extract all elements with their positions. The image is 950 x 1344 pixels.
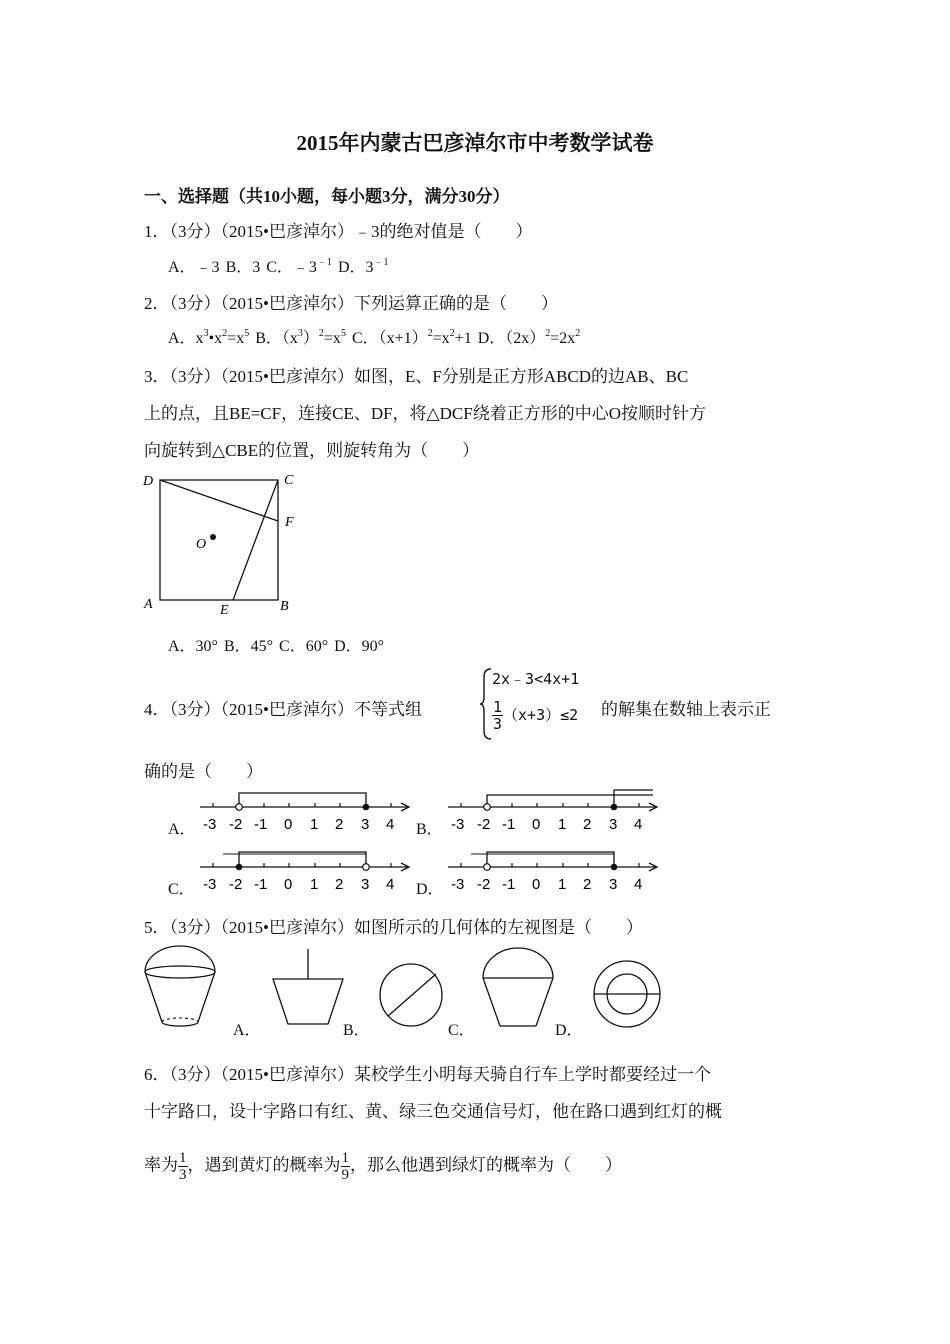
svg-text:3: 3 <box>609 876 618 893</box>
q4-option-a-label: A． <box>168 821 196 838</box>
svg-text:2: 2 <box>335 876 344 893</box>
question-5-stem: 5．（3分）（2015•巴彦淖尔）如图所示的几何体的左视图是（ ） <box>144 918 643 937</box>
square-abcd <box>160 480 278 600</box>
solution-bracket <box>239 793 366 803</box>
q3-option-d: D．90° <box>334 638 385 655</box>
q2-option-b: B．$(x^3)^2=x^5$ <box>255 328 346 347</box>
svg-text:-2: -2 <box>477 816 491 833</box>
q5-option-c-figure <box>478 946 558 1032</box>
q5-option-b-label: B． <box>343 1022 370 1039</box>
closed-endpoint <box>611 804 618 811</box>
q4-option-c-label: C． <box>168 881 195 898</box>
segment-ce <box>233 480 278 600</box>
svg-text:1: 1 <box>310 816 319 833</box>
svg-text:1: 1 <box>558 816 567 833</box>
question-6-line-2: 十字路口，设十字路口有红、黄、绿三色交通信号灯，他在路口遇到红灯的概 <box>144 1102 722 1121</box>
q1-option-b: B．3 <box>225 259 261 276</box>
open-endpoint <box>484 864 491 871</box>
closed-endpoint <box>236 864 243 871</box>
number-line-c <box>195 846 415 896</box>
q2-option-d: D．$(2x)^2=2x^2$ <box>477 328 581 347</box>
svg-text:-2: -2 <box>229 876 243 893</box>
svg-text:-1: -1 <box>502 876 516 893</box>
q3-option-a: A．30° <box>168 638 218 655</box>
svg-text:1: 1 <box>558 876 567 893</box>
svg-text:-3: -3 <box>451 816 465 833</box>
open-endpoint <box>484 804 491 811</box>
q1-option-d: D．$3^{﹣1}$ <box>337 257 389 276</box>
svg-text:0: 0 <box>284 816 293 833</box>
question-6-line-1: 6．（3分）（2015•巴彦淖尔）某校学生小明每天骑自行车上学时都要经过一个 <box>144 1065 711 1084</box>
square-rotation-figure <box>140 468 310 618</box>
svg-text:2: 2 <box>335 816 344 833</box>
question-4-stem-pre: 4．（3分）（2015•巴彦淖尔）不等式组 <box>144 700 422 719</box>
segment-df <box>160 480 278 521</box>
svg-text:0: 0 <box>284 876 293 893</box>
svg-text:-3: -3 <box>203 816 217 833</box>
question-3-options <box>168 633 384 656</box>
svg-text:-2: -2 <box>229 816 243 833</box>
q1-option-c: C．$﹣3^{﹣1}$ <box>266 257 332 276</box>
svg-text:2: 2 <box>583 876 592 893</box>
q2-option-c: C．$(x+1)^2=x^2+1$ <box>351 328 472 347</box>
svg-text:0: 0 <box>532 876 541 893</box>
label-b: B <box>280 599 289 614</box>
q5-option-d-label: D． <box>555 1022 583 1039</box>
system-line-1: 2x﹣3<4x+1 <box>492 670 580 688</box>
svg-text:3: 3 <box>361 876 370 893</box>
q3-option-b: B．45° <box>223 638 274 655</box>
system-line-2: $\frac{1}{3}$ （x+3）≤2 <box>493 698 579 733</box>
q5-option-b-figure <box>376 960 446 1030</box>
svg-text:-1: -1 <box>254 816 268 833</box>
open-endpoint <box>363 864 370 871</box>
open-endpoint <box>236 804 243 811</box>
svg-text:-3: -3 <box>451 876 465 893</box>
system-brace <box>479 667 493 741</box>
q4-option-d-label: D． <box>416 881 444 898</box>
number-line-a <box>195 786 415 836</box>
label-c: C <box>284 473 294 488</box>
q5-option-a-label: A． <box>233 1022 261 1039</box>
q4-option-b-label: B． <box>416 821 443 838</box>
probability-red-fraction: $\frac{1}{3}$ <box>179 1150 187 1183</box>
label-e: E <box>220 603 229 618</box>
closed-endpoint <box>363 804 370 811</box>
q2-option-a: A．$x^3•x^2=x^5$ <box>168 328 250 347</box>
q3-option-c: C．60° <box>279 638 329 655</box>
ray-right <box>487 795 653 803</box>
q5-option-c-label: C． <box>448 1022 475 1039</box>
svg-text:0: 0 <box>532 816 541 833</box>
probability-yellow-fraction: $\frac{1}{9}$ <box>341 1150 349 1183</box>
question-4-stem-post: 的解集在数轴上表示正 <box>601 700 771 719</box>
q5-option-d-figure <box>590 957 664 1031</box>
question-3-line-2: 上的点，且BE=CF，连接CE、DF，将△DCF绕着正方形的中心O按顺时针方 <box>144 404 706 423</box>
system-fraction: $\frac{1}{3}$ <box>493 698 503 733</box>
q1-option-a: A．﹣3 <box>168 259 220 276</box>
question-1-stem: 1．（3分）（2015•巴彦淖尔）﹣3的绝对值是（ ） <box>144 222 533 241</box>
svg-text:-1: -1 <box>254 876 268 893</box>
svg-text:4: 4 <box>386 876 395 893</box>
number-line-b <box>443 786 663 836</box>
svg-text:3: 3 <box>609 816 618 833</box>
question-6-line-3: 率为 $\frac{1}{3}$ ，遇到黄灯的概率为 $\frac{1}{9}$ ，那么他遇到绿灯的概率为（ ） <box>144 1150 622 1183</box>
geometry-solid-figure <box>140 944 220 1032</box>
center-point-o <box>210 534 216 540</box>
question-2-stem: 2．（3分）（2015•巴彦淖尔）下列运算正确的是（ ） <box>144 294 558 313</box>
ray-left-from-3 <box>614 790 653 803</box>
q5-option-a-figure <box>268 947 348 1029</box>
section-heading: 一、选择题（共10小题，每小题3分，满分30分） <box>144 187 510 206</box>
svg-text:1: 1 <box>310 876 319 893</box>
svg-text:3: 3 <box>361 816 370 833</box>
page-title: 2015年内蒙古巴彦淖尔市中考数学试卷 <box>296 131 654 155</box>
question-4-line-2: 确的是（ ） <box>144 762 263 781</box>
question-3-line-1: 3．（3分）（2015•巴彦淖尔）如图，E、F分别是正方形ABCD的边AB、BC <box>144 367 689 386</box>
svg-text:4: 4 <box>634 816 643 833</box>
svg-text:2: 2 <box>583 816 592 833</box>
label-d: D <box>143 474 154 489</box>
number-line-d <box>443 846 663 896</box>
label-o: O <box>196 537 207 552</box>
svg-text:-3: -3 <box>203 876 217 893</box>
svg-text:4: 4 <box>386 816 395 833</box>
closed-endpoint <box>611 864 618 871</box>
question-3-line-3: 向旋转到△CBE的位置，则旋转角为（ ） <box>144 441 480 460</box>
label-a: A <box>144 597 153 612</box>
label-f: F <box>285 515 294 530</box>
svg-text:-2: -2 <box>477 876 491 893</box>
svg-text:4: 4 <box>634 876 643 893</box>
svg-text:-1: -1 <box>502 816 516 833</box>
question-2-options <box>168 325 580 348</box>
question-1-options <box>168 254 389 277</box>
